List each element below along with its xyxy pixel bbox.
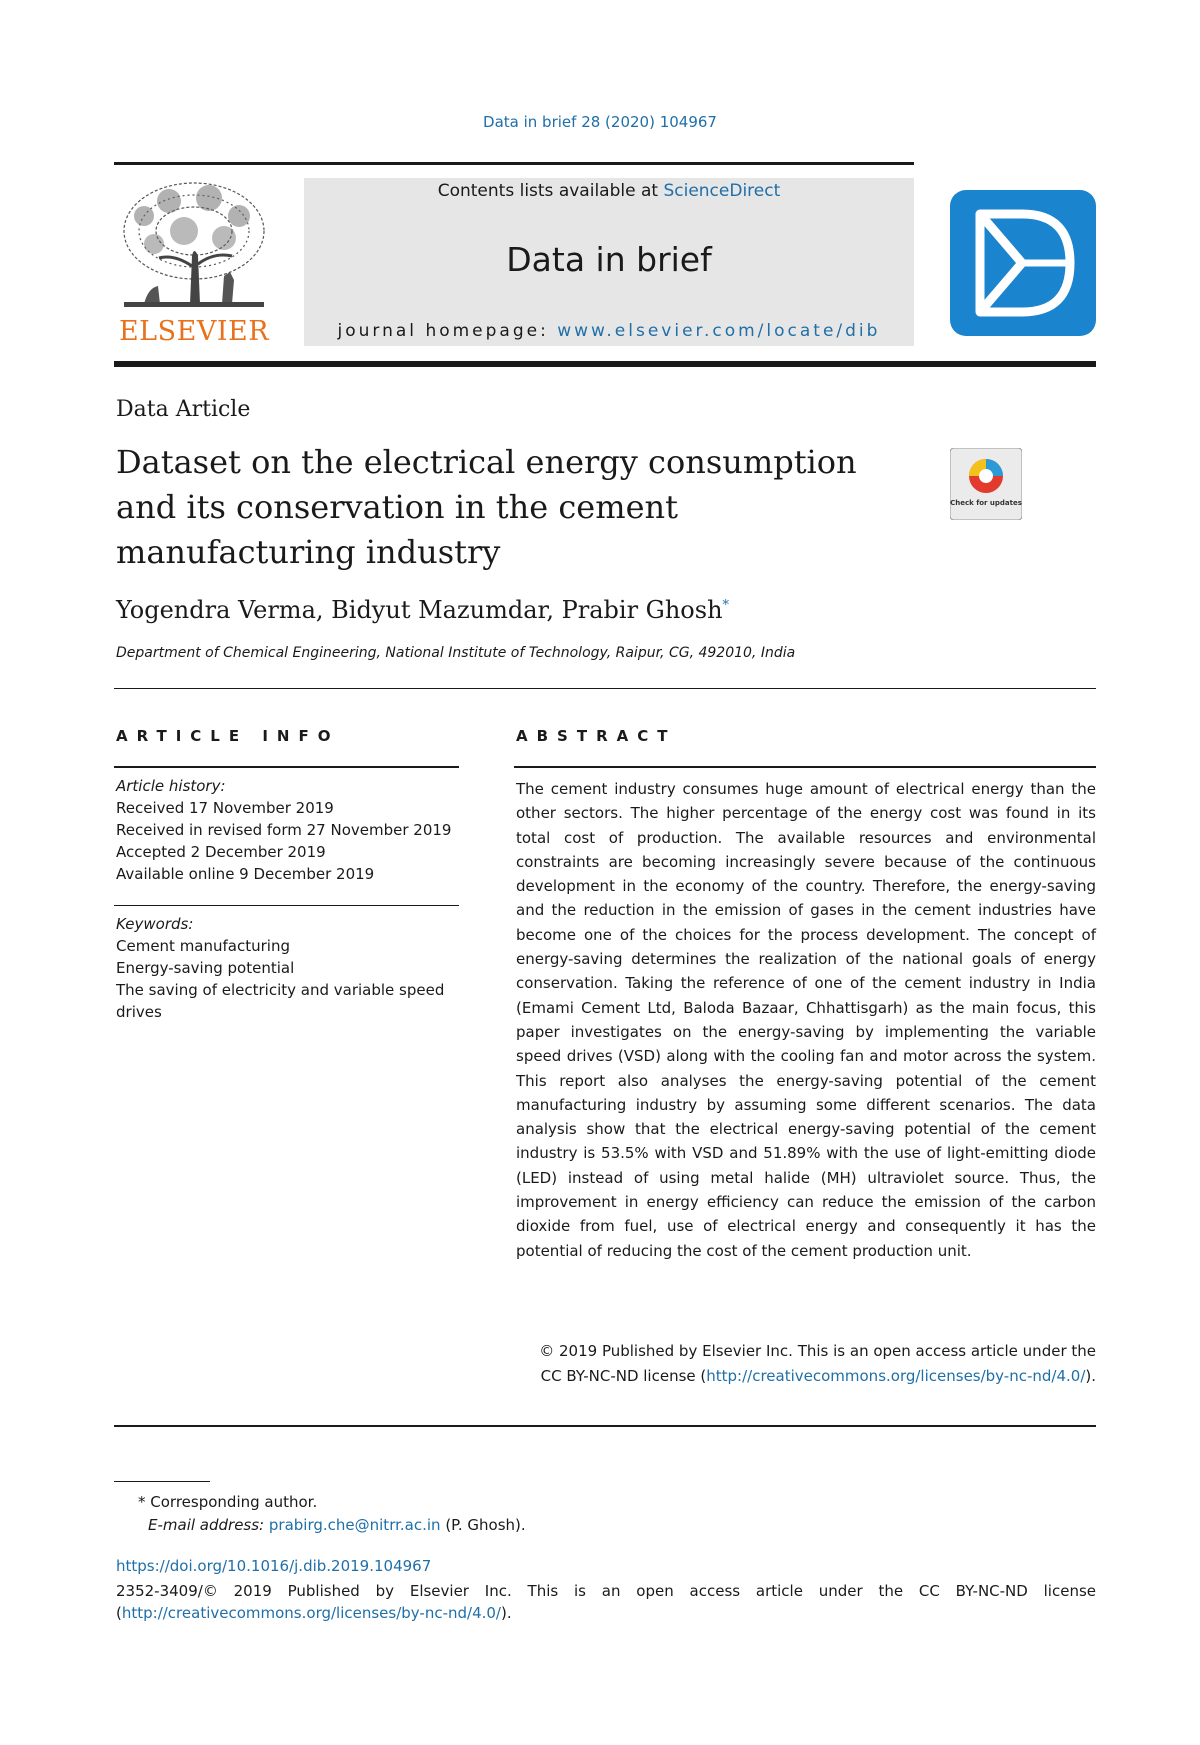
sciencedirect-link[interactable]: ScienceDirect: [663, 181, 781, 201]
history-accepted: Accepted 2 December 2019: [116, 843, 326, 861]
history-online: Available online 9 December 2019: [116, 865, 375, 883]
footnote-text: Corresponding author.: [150, 1493, 318, 1511]
journal-citation[interactable]: Data in brief 28 (2020) 104967: [483, 113, 717, 131]
email-suffix: (P. Ghosh).: [440, 1516, 526, 1534]
article-history: [116, 775, 458, 885]
article-title: Dataset on the electrical energy consumption and its conservation in the cement manufacturing industry: [116, 443, 857, 571]
crossmark-label: Check for updates: [950, 499, 1022, 507]
article-info-rule: [114, 766, 459, 768]
copyright-suffix: ).: [1085, 1366, 1096, 1385]
masthead-top-rule: [114, 162, 914, 165]
homepage-line: [304, 321, 914, 341]
article-history-label: Article history:: [116, 777, 226, 795]
affiliation: Department of Chemical Engineering, National Institute of Technology, Raipur, CG, 492010, India: [116, 645, 796, 661]
check-for-updates-icon[interactable]: [950, 448, 1022, 520]
footer-license-link[interactable]: http://creativecommons.org/licenses/by-nc-nd/4.0/: [121, 1604, 501, 1622]
homepage-link[interactable]: www.elsevier.com/locate/dib: [557, 321, 881, 341]
issn-prefix: 2352-3409/© 2019 Published by Elsevier Inc. This is an open access article under the CC BY-NC-ND license (: [116, 1582, 1096, 1622]
elsevier-wordmark: ELSEVIER: [118, 316, 270, 347]
footnote-marker: *: [138, 1493, 146, 1511]
email-link[interactable]: prabirg.che@nitrr.ac.in: [268, 1516, 441, 1534]
issn-license-line: [116, 1580, 1096, 1624]
history-received: Received 17 November 2019: [116, 799, 334, 817]
issn-suffix: ).: [500, 1604, 512, 1622]
email-label: E-mail address:: [148, 1516, 269, 1534]
keyword-item: Cement manufacturing: [116, 937, 290, 955]
keyword-item: Energy-saving potential: [116, 959, 295, 977]
footnote-email: [148, 1516, 526, 1534]
corresponding-author-marker[interactable]: *: [722, 598, 730, 613]
abstract-copyright: [516, 1339, 1096, 1388]
license-link[interactable]: http://creativecommons.org/licenses/by-nc-nd/4.0/: [706, 1366, 1086, 1385]
keywords-label: Keywords:: [116, 915, 194, 933]
abstract-bottom-rule: [114, 1425, 1096, 1427]
abstract-heading: ABSTRACT: [516, 727, 677, 745]
journal-title: Data in brief: [506, 240, 712, 279]
keyword-item: The saving of electricity and variable speed drives: [116, 981, 445, 1021]
masthead-bottom-rule: [114, 361, 1096, 367]
doi-link[interactable]: https://doi.org/10.1016/j.dib.2019.104967: [116, 1557, 432, 1575]
article-info-heading: ARTICLE INFO: [116, 727, 340, 745]
author-names: Yogendra Verma, Bidyut Mazumdar, Prabir Ghosh: [116, 596, 723, 624]
abstract-rule: [514, 766, 1096, 768]
contents-prefix: Contents lists available at: [437, 181, 664, 201]
keywords: [116, 913, 458, 1023]
header-divider: [114, 688, 1096, 689]
keywords-rule: [114, 905, 459, 906]
footnote-rule: [114, 1481, 210, 1482]
copyright-prefix: © 2019 Published by Elsevier Inc. This is an open access article under the CC BY-NC-ND license (: [539, 1342, 1096, 1385]
author-list: [116, 596, 729, 624]
data-in-brief-logo: [950, 190, 1096, 336]
footnote-corresponding: [138, 1493, 317, 1511]
abstract-text: The cement industry consumes huge amount of electrical energy than the other sectors. The higher percentage of the energy cost was found in its total cost of production. The available resources and environmental constraints are becoming increasingly severe because of the continuous development in the economy of the country. Therefore, the energy-saving and the reduction in the emission of gases in the cement industries have become one of the choices for the process development. The concept of energy-saving determines the realization of the national goals of energy conservation. Taking the reference of one of the cement industry in India (Emami Cement Ltd, Baloda Bazaar, Chhattisgarh) as the main focus, this paper investigates on the energy-saving by implementing the variable speed drives (VSD) along with the cooling fan and motor across the system. This report also analyses the energy-saving potential of the cement manufacturing industry by assuming some different scenarios. The data analysis show that the electrical energy-saving potential of the cement industry is 53.5% with VSD and 51.89% with the use of light-emitting diode (LED) instead of using metal halide (MH) ultraviolet source. Thus, the improvement in energy efficiency can reduce the emission of the carbon dioxide from fuel, use of electrical energy and consequently it has the potential of reducing the cost of the cement production unit.: [516, 780, 1096, 1260]
contents-line: [304, 181, 914, 201]
article-type: Data Article: [116, 397, 251, 422]
homepage-prefix: journal homepage:: [337, 321, 558, 341]
history-revised: Received in revised form 27 November 2019: [116, 821, 452, 839]
